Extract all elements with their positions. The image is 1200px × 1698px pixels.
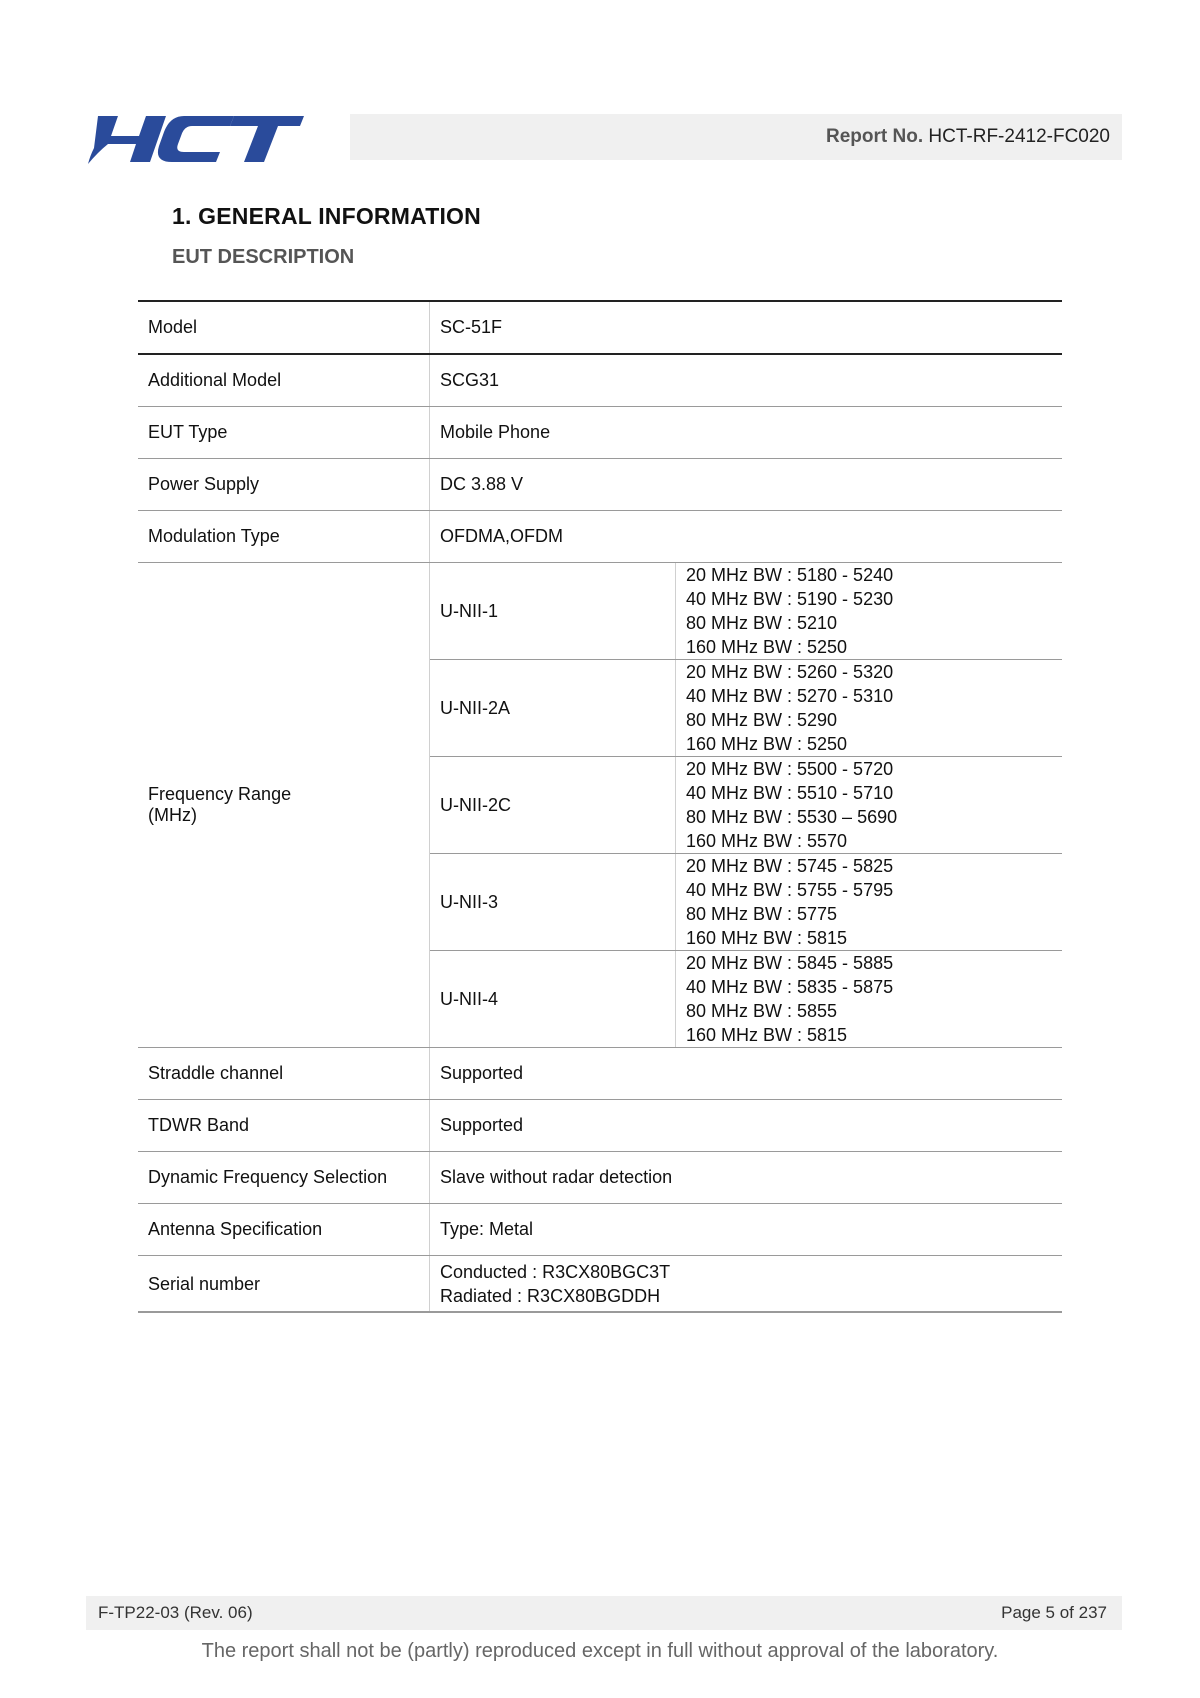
row-label: Power Supply xyxy=(138,459,430,511)
disclaimer: The report shall not be (partly) reproduced except in full without approval of the laboratory. xyxy=(201,1640,999,1662)
band-frequencies xyxy=(676,660,1063,757)
row-label: EUT Type xyxy=(138,407,430,459)
footer-bar xyxy=(86,1596,1122,1630)
table-row xyxy=(138,1204,1062,1256)
freq-line: 20 MHz BW : 5180 - 5240 xyxy=(686,565,894,585)
row-value: Supported xyxy=(430,1100,1063,1152)
row-label: Modulation Type xyxy=(138,511,430,563)
band-name: U-NII-1 xyxy=(430,563,676,660)
row-value: Supported xyxy=(430,1048,1063,1100)
table-row xyxy=(138,459,1062,511)
band-name: U-NII-2C xyxy=(430,757,676,854)
serial-conducted: Conducted : R3CX80BGC3T xyxy=(440,1261,671,1282)
table-row xyxy=(138,1048,1062,1100)
table-row xyxy=(138,407,1062,459)
row-label: Additional Model xyxy=(138,354,430,407)
freq-line: 80 MHz BW : 5210 xyxy=(686,613,838,633)
freq-line: 160 MHz BW : 5250 xyxy=(686,734,848,754)
row-value: SC-51F xyxy=(430,301,1063,354)
band-frequencies xyxy=(676,854,1063,951)
freq-line: 40 MHz BW : 5270 - 5310 xyxy=(686,686,894,706)
band-frequencies xyxy=(676,951,1063,1048)
freq-line: 20 MHz BW : 5845 - 5885 xyxy=(686,953,894,973)
report-number-value: HCT-RF-2412-FC020 xyxy=(928,126,1110,147)
freq-line: 80 MHz BW : 5290 xyxy=(686,710,838,730)
serial-number-values xyxy=(430,1256,1063,1313)
row-label: Straddle channel xyxy=(138,1048,430,1100)
freq-line: 20 MHz BW : 5745 - 5825 xyxy=(686,856,894,876)
serial-number-row xyxy=(138,1256,1062,1313)
freq-line: 80 MHz BW : 5775 xyxy=(686,904,838,924)
table-row xyxy=(138,301,1062,354)
freq-line: 20 MHz BW : 5260 - 5320 xyxy=(686,662,894,682)
row-label: Dynamic Frequency Selection xyxy=(138,1152,430,1204)
freq-line: 160 MHz BW : 5250 xyxy=(686,637,848,657)
band-row-unii-1 xyxy=(138,563,1062,660)
band-frequencies xyxy=(676,757,1063,854)
row-value: OFDMA,OFDM xyxy=(430,511,1063,563)
form-id: F-TP22-03 (Rev. 06) xyxy=(98,1603,253,1622)
page-number: Page 5 of 237 xyxy=(1001,1603,1107,1622)
section-subtitle: EUT DESCRIPTION xyxy=(172,246,355,268)
frequency-range-label xyxy=(138,563,430,1048)
freq-line: 160 MHz BW : 5570 xyxy=(686,831,848,851)
report-number xyxy=(826,126,1110,148)
band-name: U-NII-2A xyxy=(430,660,676,757)
band-name: U-NII-3 xyxy=(430,854,676,951)
row-value: DC 3.88 V xyxy=(430,459,1063,511)
freq-line: 160 MHz BW : 5815 xyxy=(686,928,848,948)
freq-line: 40 MHz BW : 5510 - 5710 xyxy=(686,783,894,803)
report-number-label: Report No. xyxy=(826,126,924,147)
serial-radiated: Radiated : R3CX80BGDDH xyxy=(440,1285,661,1306)
freq-line: 160 MHz BW : 5815 xyxy=(686,1025,848,1045)
row-label: Model xyxy=(138,301,430,354)
row-label: TDWR Band xyxy=(138,1100,430,1152)
table-row xyxy=(138,354,1062,407)
row-value: SCG31 xyxy=(430,354,1063,407)
table-row xyxy=(138,511,1062,563)
table-row xyxy=(138,1100,1062,1152)
hct-logo xyxy=(84,112,304,168)
freq-line: 20 MHz BW : 5500 - 5720 xyxy=(686,759,894,779)
table-row xyxy=(138,1152,1062,1204)
freq-line: 80 MHz BW : 5855 xyxy=(686,1001,838,1021)
band-frequencies xyxy=(676,563,1063,660)
freq-line: 40 MHz BW : 5190 - 5230 xyxy=(686,589,894,609)
frequency-range-label-line1: Frequency Range xyxy=(148,784,292,804)
band-name: U-NII-4 xyxy=(430,951,676,1048)
freq-line: 80 MHz BW : 5530 – 5690 xyxy=(686,807,898,827)
frequency-range-label-line2: (MHz) xyxy=(148,805,197,825)
row-value: Mobile Phone xyxy=(430,407,1063,459)
eut-description-table xyxy=(138,300,1062,1313)
header-bar xyxy=(350,114,1122,160)
row-label: Serial number xyxy=(138,1256,430,1313)
row-value: Slave without radar detection xyxy=(430,1152,1063,1204)
freq-line: 40 MHz BW : 5835 - 5875 xyxy=(686,977,894,997)
row-value: Type: Metal xyxy=(430,1204,1063,1256)
section-title: 1. GENERAL INFORMATION xyxy=(172,203,481,229)
row-label: Antenna Specification xyxy=(138,1204,430,1256)
freq-line: 40 MHz BW : 5755 - 5795 xyxy=(686,880,894,900)
